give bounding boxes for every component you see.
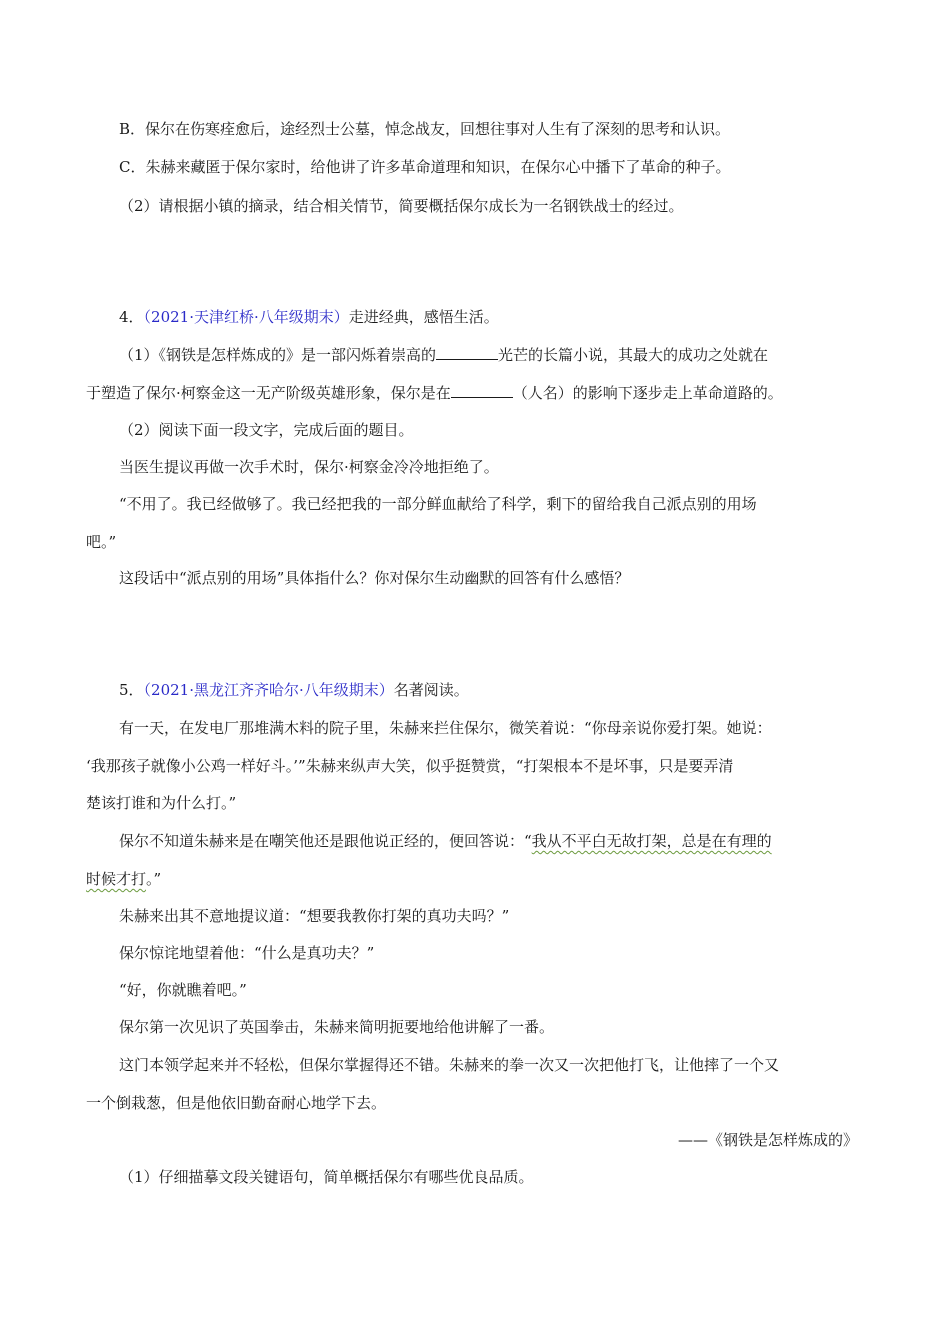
q4-s1-text-a: （1）《钢铁是怎样炼成的》是一部闪烁着崇高的 [119, 346, 437, 364]
q5-p2-text: 保尔不知道朱赫来是在嘲笑他还是跟他说正经的，便回答说：“ [119, 832, 532, 850]
q5-passage-line-3: 楚该打谁和为什么打。” [86, 794, 237, 812]
q4-s1-text-c: 于塑造了保尔·柯察金这一无产阶级英雄形象，保尔是在 [86, 384, 451, 402]
q5-passage-line-9: 保尔第一次见识了英国拳击，朱赫来简明扼要地给他讲解了一番。 [119, 1018, 555, 1036]
q5-passage-line-2: ‘我那孩子就像小公鸡一样好斗。’”朱赫来纵声大笑，似乎挺赞赏，“打架根本不是坏事，只是要弄清 [86, 757, 734, 775]
q3-option-c: C．朱赫来藏匿于保尔家时，给他讲了许多革命道理和知识，在保尔心中播下了革命的种子。 [119, 158, 731, 176]
q5-passage-line-1: 有一天，在发电厂那堆满木料的院子里，朱赫来拦住保尔，微笑着说：“你母亲说你爱打架。她说： [119, 719, 772, 737]
q5-subquestion-1: （1）仔细描摹文段关键语句，简单概括保尔有哪些优良品质。 [119, 1168, 534, 1186]
q5-passage-line-11: 一个倒栽葱，但是他依旧勤奋耐心地学下去。 [86, 1094, 387, 1112]
q4-prompt: 走进经典，感悟生活。 [348, 308, 499, 326]
q5-passage-line-8: “好，你就瞧着吧。” [119, 981, 247, 999]
q5-passage-line-4 [119, 831, 772, 851]
q4-question: 这段话中“派点别的用场”具体指什么？你对保尔生动幽默的回答有什么感悟？ [119, 569, 630, 587]
q5-heading [119, 680, 469, 700]
q4-subquestion-1-line-2 [86, 383, 783, 403]
q4-source: （2021·天津红桥·八年级期末） [143, 308, 349, 326]
fill-in-blank-2[interactable] [451, 383, 513, 398]
q4-passage-line-3: 吧。” [86, 533, 117, 551]
q5-passage-line-10: 这门本领学起来并不轻松，但保尔掌握得还不错。朱赫来的拳一次又一次把他打飞，让他摔了一个又 [119, 1056, 780, 1074]
q4-s1-text-d: （人名）的影响下逐步走上革命道路的。 [512, 384, 783, 402]
q4-subquestion-1-line-1 [119, 345, 768, 365]
wavy-underlined-text: 时候才打 [86, 870, 147, 888]
q4-passage-line-2: “不用了。我已经做够了。我已经把我的一部分鲜血献给了科学，剩下的留给我自己派点别的用场 [119, 495, 757, 513]
wavy-underlined-text: 我从不平白无故打架，总是在有理的 [531, 832, 772, 850]
q4-s1-text-b: 光芒的长篇小说，其最大的成功之处就在 [498, 346, 769, 364]
q3-option-b: B．保尔在伤寒痊愈后，途经烈士公墓，悼念战友，回想往事对人生有了深刻的思考和认识。 [119, 120, 731, 138]
q5-passage-line-6: 朱赫来出其不意地提议道：“想要我教你打架的真功夫吗？” [119, 907, 510, 925]
q4-passage-line-1: 当医生提议再做一次手术时，保尔·柯察金冷冷地拒绝了。 [119, 458, 499, 476]
q5-prompt: 名著阅读。 [393, 681, 469, 699]
fill-in-blank-1[interactable] [436, 345, 498, 360]
q3-subquestion-2: （2）请根据小镇的摘录，结合相关情节，简要概括保尔成长为一名钢铁战士的经过。 [119, 197, 684, 215]
q5-attribution: ——《钢铁是怎样炼成的》 [677, 1131, 858, 1149]
q5-passage-line-5 [86, 869, 161, 889]
q4-heading [119, 307, 499, 327]
q5-number: 5． [119, 681, 144, 699]
q4-subquestion-2: （2）阅读下面一段文字，完成后面的题目。 [119, 421, 414, 439]
q5-p2-text-end: 。” [146, 870, 162, 888]
q5-passage-line-7: 保尔惊诧地望着他：“什么是真功夫？” [119, 944, 375, 962]
q5-source: （2021·黑龙江齐齐哈尔·八年级期末） [143, 681, 394, 699]
q4-number: 4． [119, 308, 144, 326]
